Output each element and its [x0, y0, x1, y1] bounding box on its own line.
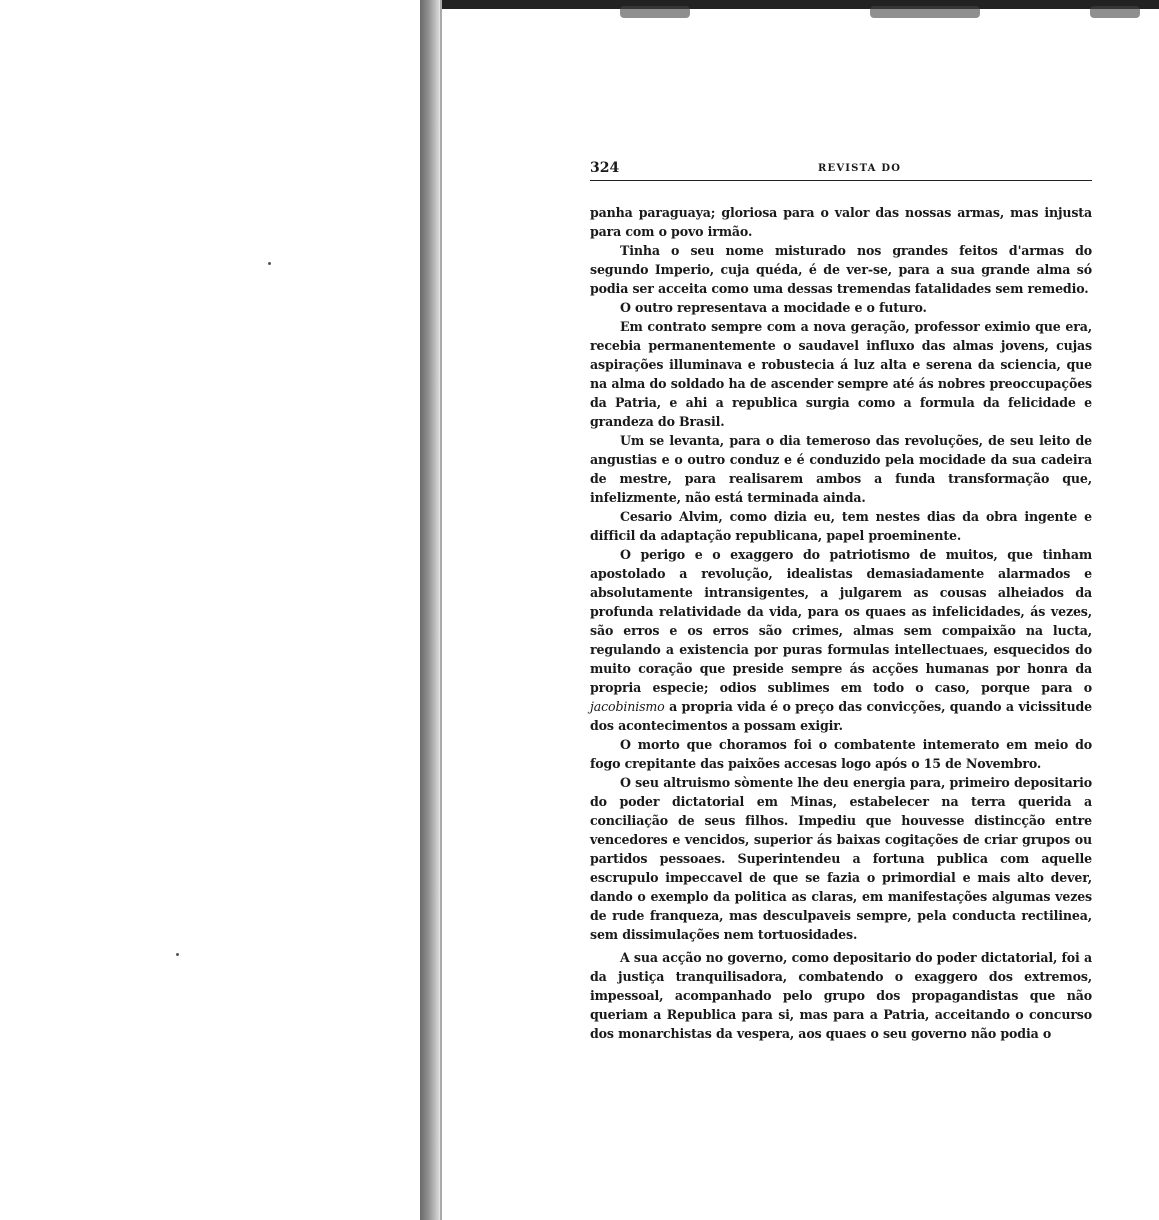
scan-speck: [176, 953, 179, 956]
paragraph: O morto que choramos foi o combatente intemerato em meio do fogo crepitante das paixões accesas logo após o 15 de Novembro.: [590, 737, 1092, 771]
paragraph: panha paraguaya; gloriosa para o valor das nossas armas, mas injusta para com o povo irmão.: [590, 205, 1092, 239]
scan-artifact: [870, 6, 980, 18]
paragraph-text: a propria vida é o preço das convicções, quando a vicissitude dos acontecimentos a possam exigir.: [590, 699, 1092, 733]
paragraph: Cesario Alvim, como dizia eu, tem nestes dias da obra ingente e difficil da adaptação republicana, papel proeminente.: [590, 509, 1092, 543]
paragraph: [590, 545, 1092, 735]
paragraph: O outro representava a mocidade e o futuro.: [620, 300, 927, 315]
scan-artifact: [1090, 6, 1140, 18]
gutter-edge: [440, 0, 442, 1220]
book-gutter: [420, 0, 442, 1220]
paragraph: Tinha o seu nome misturado nos grandes feitos d'armas do segundo Imperio, cuja quéda, é de ver-se, para a sua grande alma só podia ser acceita como uma dessas tremendas fatalidades sem remedio.: [590, 243, 1092, 296]
paragraph: Em contrato sempre com a nova geração, professor eximio que era, recebia permanentemente o saudavel influxo das almas jovens, cujas aspirações illuminava e robustecia á luz alta e serena da sciencia, que na alma do soldado ha de ascender sempre até ás nobres preoccupações da Patria, e ahi a republica surgia como a formula da felicidade e grandeza do Brasil.: [590, 319, 1092, 429]
paragraph: A sua acção no governo, como depositario do poder dictatorial, foi a da justiça tranquilisadora, combatendo o exaggero dos extremos, impessoal, acompanhado pelo grupo dos propagandistas que não queriam a Republica para si, mas para a Patria, acceitando o concurso dos monarchistas da vespera, aos quaes o seu governo não podia o: [590, 950, 1092, 1041]
paragraph-text: O perigo e o exaggero do patriotismo de muitos, que tinham apostolado a revolução, idealistas demasiadamente alarmados e absolutamente intransigentes, a julgarem as cousas alheiados da profunda relatividade da vida, para os quaes as infelicidades, ás vezes, são erros e os erros são crimes, almas sem compaixão na lucta, regulando a existencia por puras formulas intellectuaes, esquecidos do muito coração que preside sempre ás acções humanas por honra da propria especie; odios sublimes em todo o caso, porque para o: [590, 547, 1092, 695]
page-header: [590, 158, 1092, 181]
scan-speck: [268, 262, 271, 265]
scan-top-edge: [420, 0, 1159, 9]
paragraph: Um se levanta, para o dia temeroso das revoluções, de seu leito de angustias e o outro conduz e é conduzido pela mocidade da sua cadeira de mestre, para realisarem ambos a funda transformação que, infelizmente, não está terminada ainda.: [590, 433, 1092, 505]
page-number: 324: [590, 160, 620, 176]
page-body: [590, 203, 1092, 1043]
running-head: REVISTA DO: [818, 163, 902, 174]
book-page: [590, 158, 1092, 1043]
paragraph: O seu altruismo sòmente lhe deu energia para, primeiro depositario do poder dictatorial em Minas, estabelecer na terra querida a conciliação de seus filhos. Impediu que houvesse distincção entre vencedores e vencidos, superior ás baixas cogitações de criar grupos ou partidos pessoaes. Superintendeu a fortuna publica com aquelle escrupulo impeccavel de que se fazia o primordial e mais alto dever, dando o exemplo da politica as claras, em manifestações algumas vezes de rude franqueza, mas desculpaveis sempre, pela conducta rectilinea, sem dissimulações nem tortuosidades.: [590, 775, 1092, 942]
italic-term: jacobinismo: [590, 699, 665, 714]
scan-artifact: [620, 6, 690, 18]
